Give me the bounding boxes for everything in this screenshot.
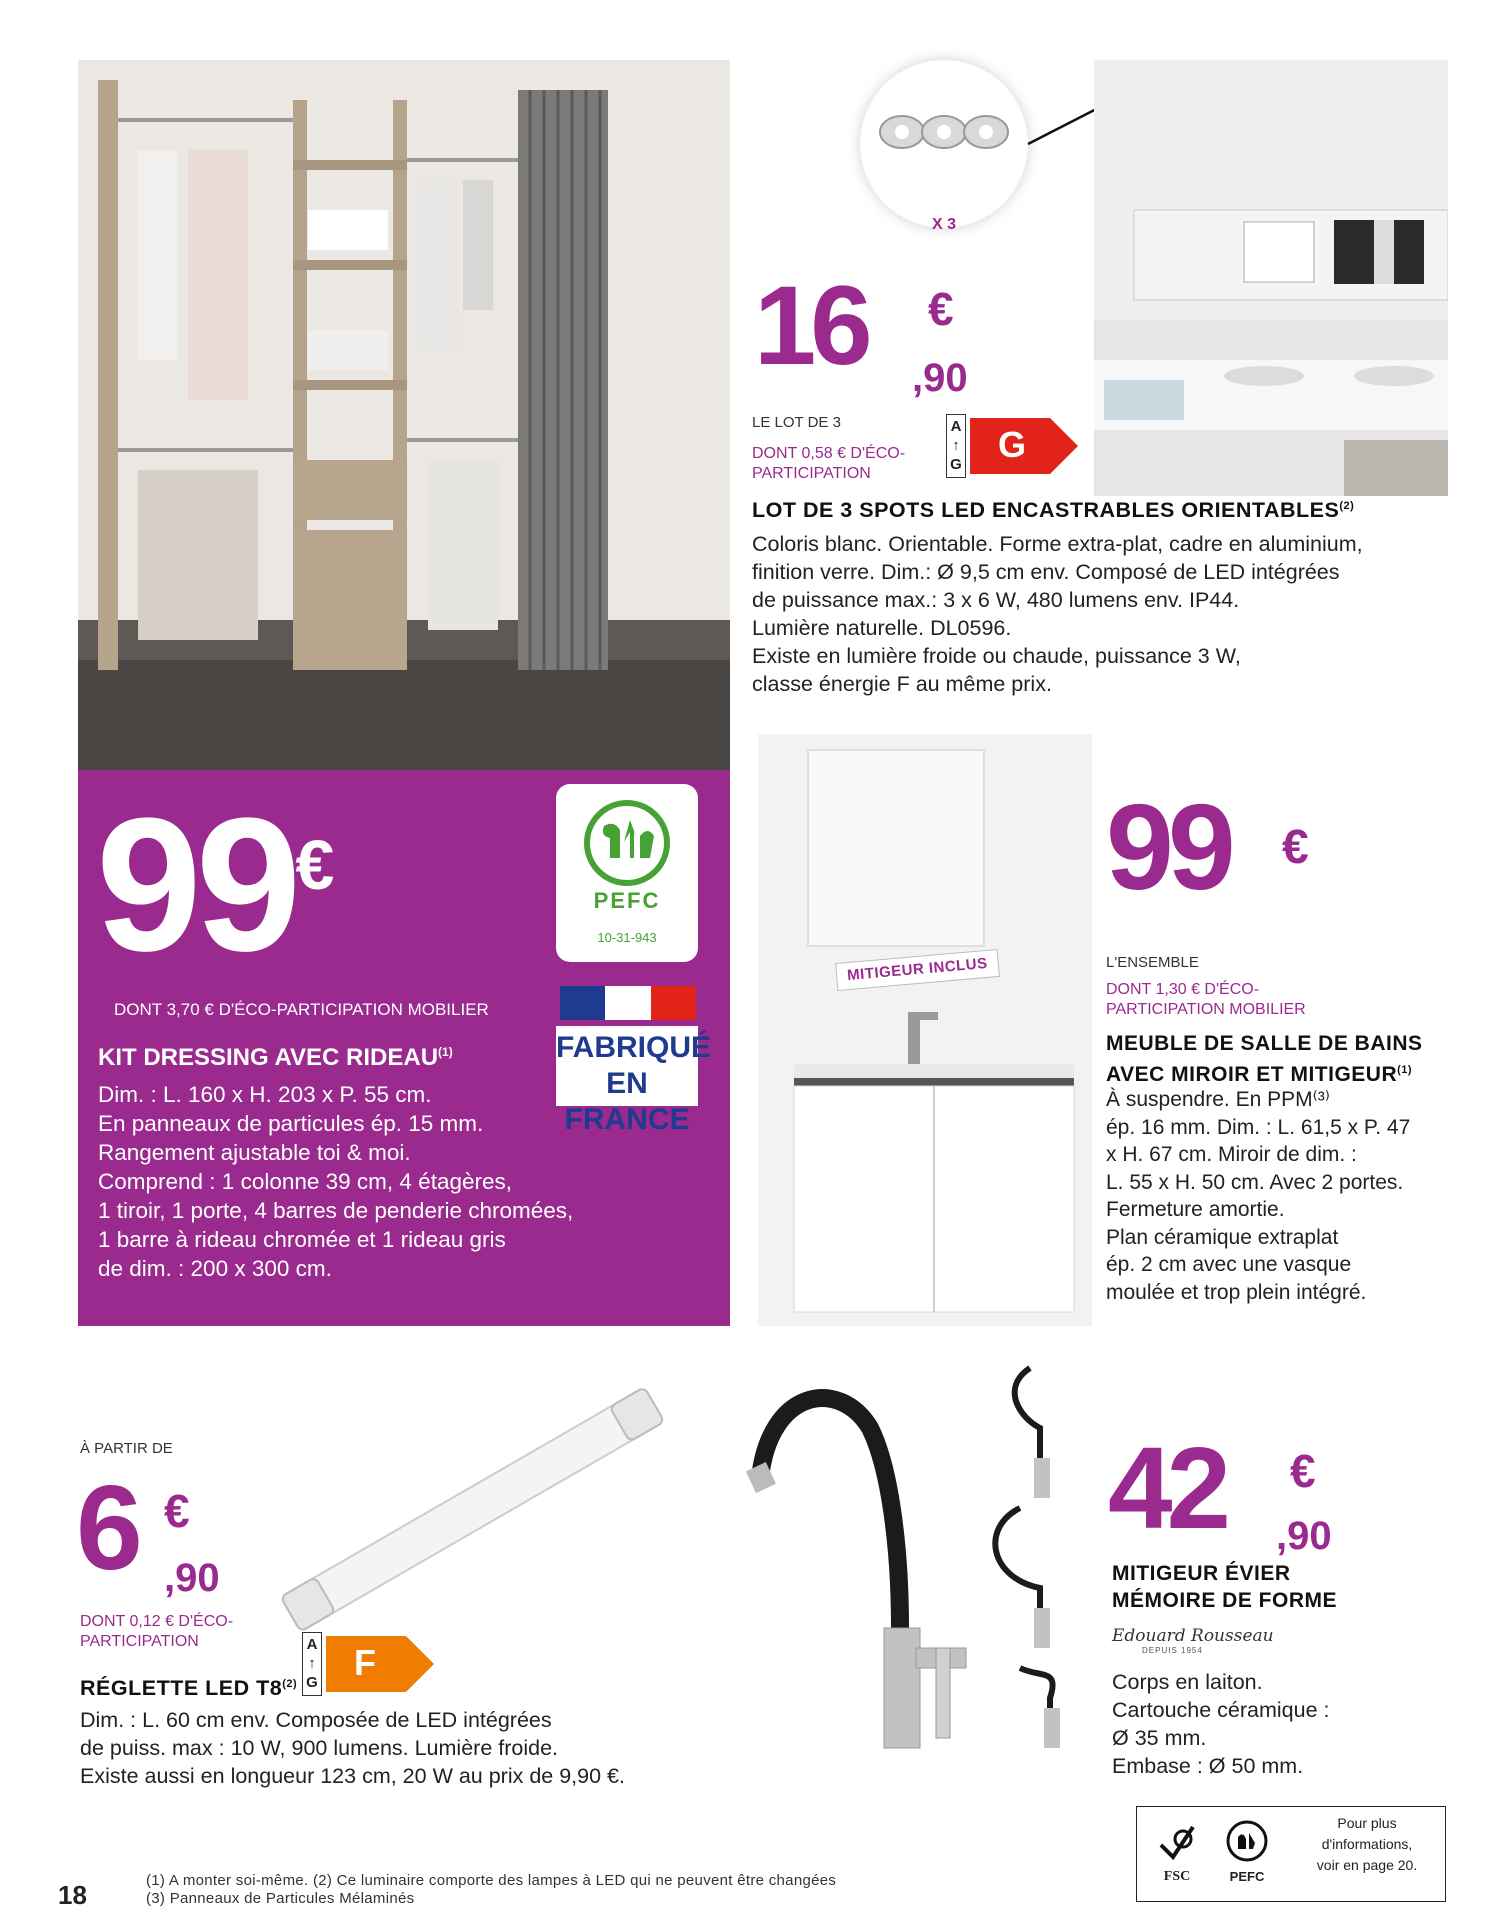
dressing-photo [78, 60, 730, 770]
spots-desc-line: Lumière naturelle. DL0596. [752, 616, 1012, 640]
energy-scale-top: A [950, 418, 962, 435]
reglette-title-sup: (2) [282, 1677, 298, 1690]
reglette-description [80, 1706, 625, 1790]
reglette-desc-line: Dim. : L. 60 cm env. Composée de LED intégrées [80, 1708, 552, 1732]
faucet-price [1108, 1423, 1226, 1553]
info-text-line: d'informations, [1321, 1836, 1413, 1852]
info-text-line: voir en page 20. [1316, 1857, 1418, 1873]
spots-desc-line: classe énergie F au même prix. [752, 672, 1052, 696]
reglette-eco-line: DONT 0,12 € D'ÉCO- [80, 1613, 234, 1630]
pefc-small-label: PEFC [1229, 1869, 1265, 1884]
dressing-description [98, 1080, 573, 1283]
faucet-desc-line: Corps en laiton. [1112, 1670, 1263, 1694]
dressing-desc-line: Rangement ajustable toi & moi. [98, 1140, 411, 1165]
spots-qty: X 3 [931, 216, 956, 233]
faucet-desc-line: Cartouche céramique : [1112, 1698, 1330, 1722]
spots-desc-line: Existe en lumière froide ou chaude, puissance 3 W, [752, 644, 1241, 668]
fsc-logo-icon [1155, 1819, 1199, 1863]
info-text-line: Pour plus [1337, 1815, 1397, 1831]
price-currency: € [295, 826, 335, 904]
spots-desc-line: Coloris blanc. Orientable. Forme extra-plat, cadre en aluminium, [752, 532, 1363, 556]
faucet-title-line2: MÉMOIRE DE FORME [1112, 1589, 1338, 1612]
pefc-small-logo-icon [1225, 1819, 1269, 1863]
dressing-title-sup: (1) [438, 1045, 453, 1059]
made-in-france-line2: EN FRANCE [564, 1067, 690, 1136]
faucet-title [1112, 1560, 1337, 1614]
spots-price-decimal: ,90 [912, 356, 968, 400]
bathroom-desc-line: Fermeture amortie. [1106, 1198, 1285, 1221]
fsc-label: FSC [1163, 1869, 1191, 1884]
spots-eco-line: PARTICIPATION [752, 465, 871, 482]
reglette-energy-class: F [354, 1642, 376, 1683]
spots-title-text: LOT DE 3 SPOTS LED ENCASTRABLES ORIENTABLES [752, 498, 1340, 522]
faucet-price-decimal: ,90 [1276, 1514, 1332, 1558]
energy-scale-icon [302, 1632, 322, 1696]
energy-scale-bottom: G [950, 456, 962, 473]
mitigeur-inclus-text: MITIGEUR INCLUS [846, 954, 989, 985]
bathroom-lighting-photo [1094, 60, 1448, 496]
spots-title [752, 498, 1354, 523]
spots-product-circle [860, 60, 1028, 233]
faucet-desc-line: Ø 35 mm. [1112, 1726, 1207, 1750]
spots-energy-class: G [998, 424, 1027, 465]
pefc-code: 10-31-943 [597, 930, 657, 945]
spots-price-currency: € [928, 283, 954, 335]
energy-scale-top: A [306, 1636, 318, 1653]
dressing-title [98, 1044, 453, 1072]
footnote-line: (3) Panneaux de Particules Mélaminés [146, 1890, 415, 1907]
bathroom-eco-line: PARTICIPATION MOBILIER [1106, 1001, 1306, 1018]
dressing-eco: DONT 3,70 € D'ÉCO-PARTICIPATION MOBILIER [114, 1000, 489, 1019]
bathroom-set-label: L'ENSEMBLE [1106, 954, 1199, 971]
reglette-eco [80, 1612, 233, 1652]
faucet-price-currency: € [1290, 1445, 1316, 1497]
spots-lot-label: LE LOT DE 3 [752, 414, 841, 431]
reglette-energy-label [302, 1632, 434, 1696]
spots-title-sup: (2) [1339, 499, 1355, 512]
reglette-desc-line: de puiss. max : 10 W, 900 lumens. Lumière froide. [80, 1736, 559, 1760]
dressing-price [96, 779, 335, 991]
bathroom-description [1106, 1086, 1410, 1306]
bathroom-title-line1: MEUBLE DE SALLE DE BAINS [1106, 1032, 1423, 1055]
price-integer: 99 [96, 779, 296, 991]
brand-signature: Edouard Rousseau [1112, 1626, 1274, 1646]
energy-class-arrow-icon [326, 1636, 434, 1692]
dressing-desc-line: 1 barre à rideau chromée et 1 rideau gris [98, 1227, 506, 1252]
reglette-photo [250, 1350, 690, 1660]
spots-eco-line: DONT 0,58 € D'ÉCO- [752, 445, 906, 462]
footnotes [146, 1872, 836, 1908]
reglette-price-decimal: ,90 [164, 1556, 220, 1600]
bathroom-desc-line: À suspendre. En PPM⁽³⁾ [1106, 1088, 1330, 1111]
dressing-title-text: KIT DRESSING AVEC RIDEAU [98, 1044, 439, 1071]
reglette-eco-line: PARTICIPATION [80, 1633, 199, 1650]
page-number: 18 [58, 1880, 87, 1910]
brand-logo [1112, 1626, 1292, 1664]
price-integer: 16 [754, 263, 867, 388]
brand-since: DEPUIS 1954 [1142, 1646, 1203, 1655]
dressing-desc-line: Dim. : L. 160 x H. 203 x P. 55 cm. [98, 1082, 432, 1107]
dressing-desc-line: 1 tiroir, 1 porte, 4 barres de penderie chromées, [98, 1198, 574, 1223]
footnote-line: (1) A monter soi-même. (2) Ce luminaire comporte des lampes à LED qui ne peuvent être changées [146, 1872, 837, 1889]
info-text [1297, 1813, 1437, 1876]
bathroom-desc-line: moulée et trop plein intégré. [1106, 1280, 1367, 1304]
faucet-title-line1: MITIGEUR ÉVIER [1112, 1562, 1291, 1585]
bathroom-cabinet-photo [758, 734, 1092, 1326]
spots-desc-line: finition verre. Dim.: Ø 9,5 cm env. Composé de LED intégrées [752, 560, 1340, 584]
spots-description [752, 530, 1363, 698]
bathroom-price [1106, 779, 1230, 915]
bathroom-desc-line: ép. 16 mm. Dim. : L. 61,5 x P. 47 [1106, 1115, 1411, 1139]
bathroom-eco [1106, 980, 1306, 1020]
bathroom-title-sup: (1) [1397, 1064, 1413, 1076]
bathroom-desc-line: L. 55 x H. 50 cm. Avec 2 portes. [1106, 1170, 1404, 1194]
pefc-badge [556, 784, 698, 962]
pefc-logo-icon [580, 798, 674, 888]
reglette-price [76, 1461, 137, 1595]
spots-desc-line: de puissance max.: 3 x 6 W, 480 lumens env. IP44. [752, 588, 1240, 612]
spots-price [754, 263, 867, 388]
dressing-desc-line: de dim. : 200 x 300 cm. [98, 1256, 332, 1281]
spots-energy-label [946, 414, 1078, 478]
energy-scale-arrow: ↑ [952, 437, 960, 454]
bathroom-desc-line: x H. 67 cm. Miroir de dim. : [1106, 1143, 1357, 1166]
bathroom-eco-line: DONT 1,30 € D'ÉCO- [1106, 981, 1260, 998]
price-integer: 99 [1106, 779, 1230, 915]
dressing-desc-line: Comprend : 1 colonne 39 cm, 4 étagères, [98, 1169, 512, 1194]
certification-info-box [1136, 1806, 1446, 1902]
bathroom-title [1106, 1030, 1423, 1088]
france-flag-icon [560, 986, 696, 1020]
dressing-desc-line: En panneaux de particules ép. 15 mm. [98, 1111, 484, 1136]
energy-scale-arrow: ↑ [308, 1655, 316, 1672]
bathroom-desc-line: Plan céramique extraplat [1106, 1225, 1339, 1249]
faucet-desc-line: Embase : Ø 50 mm. [1112, 1754, 1304, 1778]
price-integer: 6 [76, 1461, 137, 1595]
pefc-label: PEFC [593, 888, 661, 913]
bathroom-desc-line: ép. 2 cm avec une vasque [1106, 1253, 1352, 1276]
made-in-france-line1: FABRIQUÉ [556, 1031, 712, 1064]
faucet-description [1112, 1668, 1330, 1780]
bathroom-title-line2: AVEC MIROIR ET MITIGEUR [1106, 1063, 1398, 1086]
bathroom-price-currency: € [1282, 821, 1309, 874]
reglette-desc-line: Existe aussi en longueur 123 cm, 20 W au prix de 9,90 €. [80, 1764, 625, 1788]
energy-scale-bottom: G [306, 1674, 318, 1691]
energy-scale-icon [946, 414, 966, 478]
reglette-from-label: À PARTIR DE [80, 1440, 173, 1457]
faucet-photo [740, 1348, 1100, 1768]
reglette-title [80, 1676, 297, 1701]
spots-eco [752, 444, 905, 484]
reglette-title-text: RÉGLETTE LED T8 [80, 1676, 283, 1700]
price-integer: 42 [1108, 1423, 1226, 1553]
reglette-price-currency: € [164, 1485, 190, 1537]
